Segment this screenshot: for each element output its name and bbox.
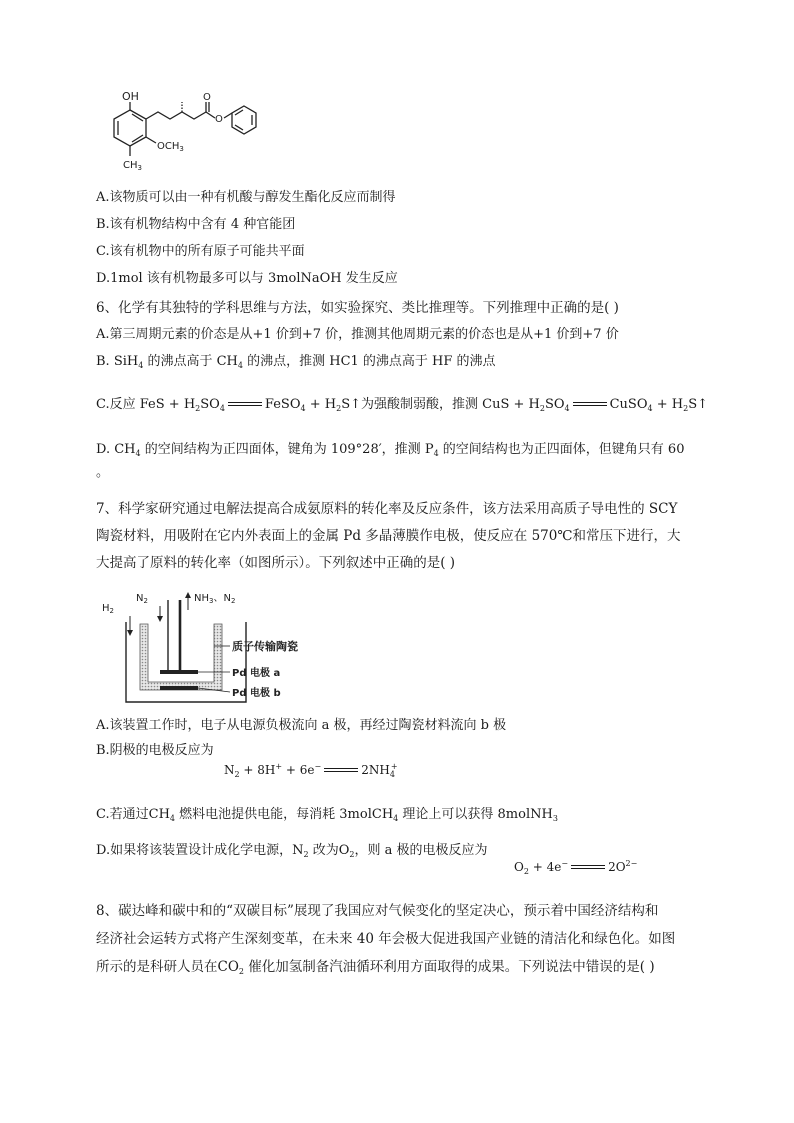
q6-option-d-wrap: 。 [96, 465, 110, 480]
molecule-structure [108, 90, 278, 182]
q5-option-b: B.该有机物结构中含有 4 种官能团 [96, 217, 296, 232]
equals-arrow [571, 864, 605, 872]
och3-label: $OCH_3$ [157, 141, 184, 153]
n2-label: $N_2$ [136, 593, 148, 605]
ceramic-label: 质子传输陶瓷 [232, 640, 298, 653]
ch3-label: $CH_3$ [123, 160, 142, 172]
ester-o-label: O [215, 114, 223, 125]
q7-stem-3: 大提高了原料的转化率（如图所示）。下列叙述中正确的是( ) [96, 555, 456, 571]
q6-option-d: D. $CH_4$ 的空间结构为正四面体，键角为 109°28′，推测 $P_4$ 的空间结构也为正四面体，但键角只有 60 [96, 442, 685, 458]
q7-stem-2: 陶瓷材料，用吸附在它内外表面上的金属 Pd 多晶薄膜作电极，使反应在 570℃和常压下进行，大 [96, 528, 681, 544]
equals-arrow [324, 767, 358, 775]
q6-option-c: C.反应 FeS + $H_2SO_4$ FeSO$_4$ + $H_2S↑$为强酸制弱酸，推测 CuS + $H_2SO_4$ CuSO$_4$ + $H_2S↑$ [96, 397, 708, 413]
electrode-a-label: Pd 电极 a [232, 668, 281, 679]
q8-stem-2: 经济社会运转方式将产生深刻变革，在未来 40 年会极大促进我国产业链的清洁化和绿色化。如图 [96, 931, 676, 947]
anode-equation: $O_2 + 4e^-$ $2O^{2-}$ [514, 859, 638, 876]
q5-option-a: A.该物质可以由一种有机酸与醇发生酯化反应而制得 [96, 190, 396, 205]
q6-option-a: A.第三周期元素的价态是从+1 价到+7 价，推测其他周期元素的价态也是从+1 价到+7 价 [96, 327, 619, 342]
q7-option-c: C.若通过$CH_4$ 燃料电池提供电能，每消耗 3molCH$_4$ 理论上可以获得 8molNH$_3$ [96, 807, 558, 823]
equals-arrow [228, 401, 262, 409]
q6-option-b: B. SiH$_4$ 的沸点高于 $CH_4$ 的沸点，推测 HC1 的沸点高于 HF 的沸点 [96, 354, 496, 370]
q8-stem-3: 所示的是科研人员在$CO_2$ 催化加氢制备汽油循环利用方面取得的成果。下列说法中错误的是( ) [96, 959, 655, 976]
oh-label: OH [122, 90, 139, 103]
q7-stem-1: 7、科学家研究通过电解法提高合成氨原料的转化率及反应条件，该方法采用高质子导电性的 SCY [96, 501, 678, 517]
carbonyl-o-label: O [203, 92, 211, 103]
q7-option-a: A.该装置工作时，电子从电源负极流向 a 极，再经过陶瓷材料流向 b 极 [96, 718, 507, 733]
cathode-equation: $N_2 + 8H^+ + 6e^-$ $2NH_4^+$ [224, 762, 398, 779]
electrolysis-diagram [96, 586, 326, 712]
q5-option-c: C.该有机物中的所有原子可能共平面 [96, 244, 305, 259]
q8-stem-1: 8、碳达峰和碳中和的“双碳目标”展现了我国应对气候变化的坚定决心，预示着中国经济结构和 [96, 903, 659, 919]
nh3-n2-label: $NH_3$、$N_2$ [194, 593, 236, 605]
q6-stem: 6、化学有其独特的学科思维与方法，如实验探究、类比推理等。下列推理中正确的是( ) [96, 300, 619, 316]
equals-arrow [573, 401, 607, 409]
h2-label: $H_2$ [102, 603, 114, 615]
electrode-b-label: Pd 电极 b [232, 688, 281, 699]
q7-option-b: B.阴极的电极反应为 [96, 743, 214, 758]
q5-option-d: D.1mol 该有机物最多可以与 3molNaOH 发生反应 [96, 271, 398, 286]
q7-option-d: D.如果将该装置设计成化学电源，$N_2$ 改为$O_2$，则 a 极的电极反应为 [96, 843, 488, 859]
